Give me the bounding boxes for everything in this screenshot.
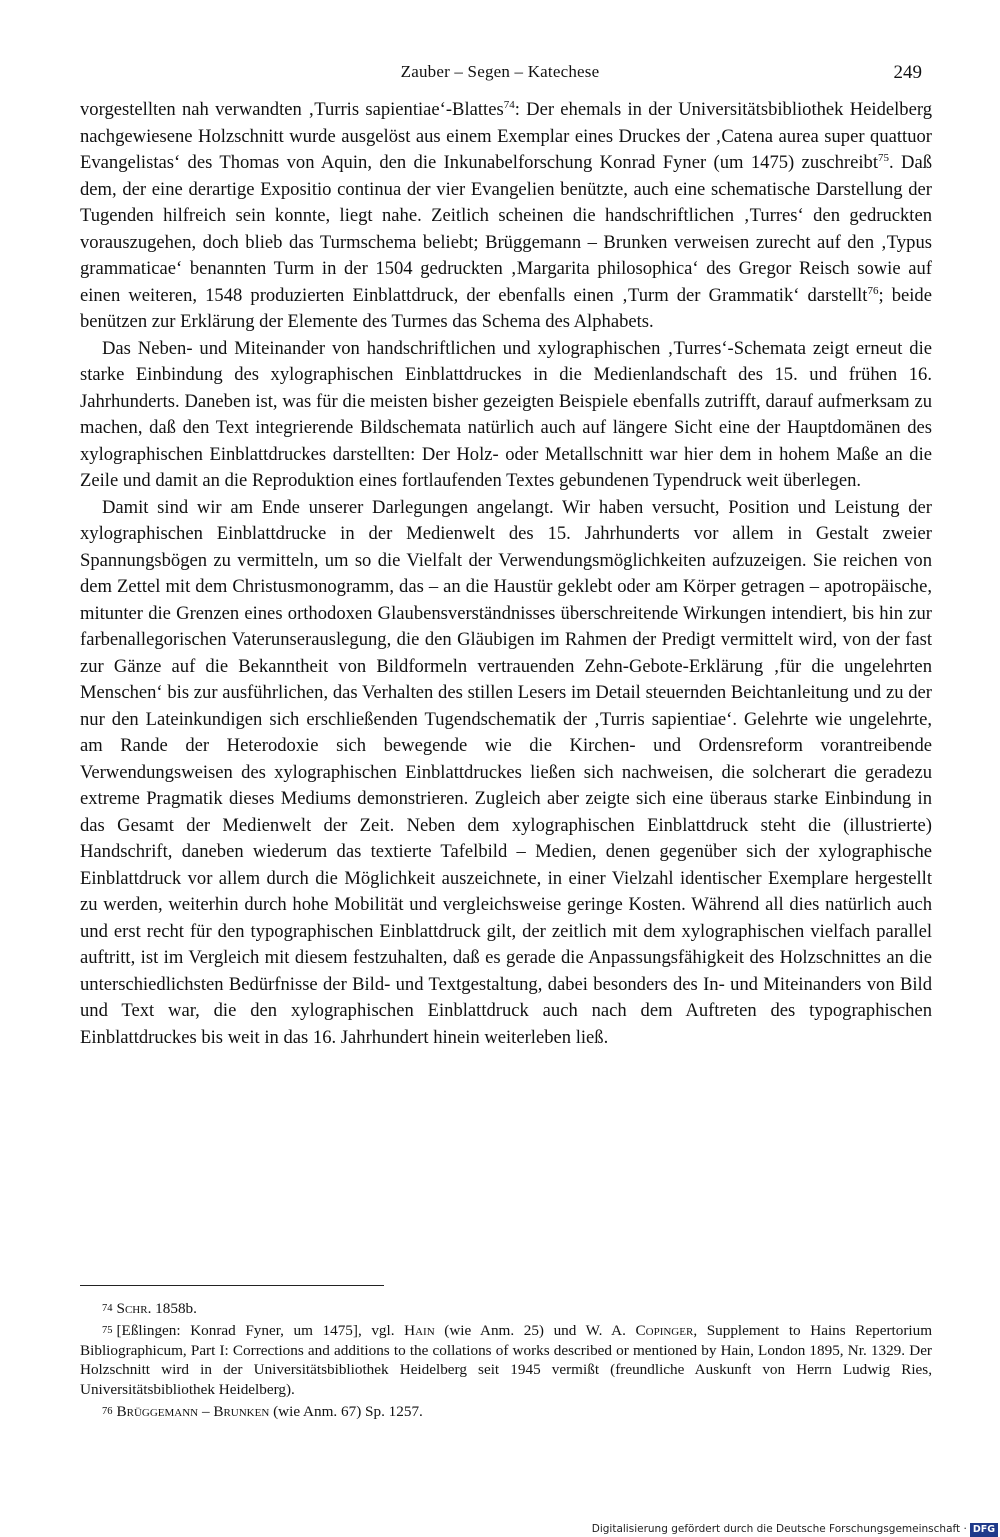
- footnote: [80, 1402, 932, 1422]
- body-text: [80, 97, 932, 1051]
- text-run: (wie Anm. 67) Sp. 1257.: [269, 1402, 423, 1420]
- small-caps-text: Brüggemann: [116, 1402, 199, 1420]
- text-run: . Daß dem, der eine derartige Expositio continua der vier Evangelien benützte, auch eine schematische Darstellung der Tugenden hilfreich sein konnte, liegt nahe. Zeitlich scheinen die handschriftlichen ‚Turres‘ den gedruckten vorauszugehen, doch blieb das Turmschema beliebt; Brüggemann – Brunken verweisen zurecht auf den ‚Typus grammaticae‘ benannten Turm in der 1504 gedruckten ‚Margarita philosophica‘ des Gregor Reisch sowie auf einen weiteren, 1548 produzierten Einblattdruck, der ebenfalls einen ‚Turm der Grammatik‘ darstellt: [80, 152, 933, 306]
- footnotes: [80, 1299, 932, 1424]
- text-run: ; beide benützen zur Erklärung der Elemente des Turmes das Schema des Alphabets.: [80, 284, 932, 332]
- footnote-number: 74: [102, 1303, 113, 1314]
- footnote-reference: 76: [867, 284, 879, 297]
- page-number: 249: [893, 62, 922, 83]
- dfg-logo: DFG: [970, 1523, 998, 1537]
- footnote-number: 75: [102, 1324, 113, 1336]
- footnote-reference: 74: [503, 99, 515, 111]
- running-title: Zauber – Segen – Katechese: [400, 62, 600, 81]
- footnote: [80, 1299, 932, 1319]
- paragraph: [80, 336, 932, 495]
- digitization-credit: [592, 1522, 1000, 1536]
- text-run: –: [198, 1402, 214, 1420]
- footnote-reference: 75: [878, 152, 890, 164]
- paragraph: [80, 495, 932, 1052]
- text-run: [Eßlingen: Konrad Fyner, um 1475], vgl.: [116, 1321, 405, 1339]
- text-run: : Der ehemals in der Universitätsbibliothek Heidelberg nachgewiesene Holzschnitt wurde ausgelöst aus einem Exemplar eines Druckes der ‚Catena aurea super quattuor Evangelistas‘ des Thomas von Aquin, den die Inkunabelforschung Konrad Fyner (um 1475) zuschreibt: [80, 99, 932, 173]
- footnote-divider: [80, 1285, 384, 1286]
- text-run: 1858b.: [151, 1300, 197, 1317]
- text-run: (wie Anm. 25) und W. A.: [434, 1321, 636, 1339]
- text-run: Damit sind wir am Ende unserer Darlegungen angelangt. Wir haben versucht, Position und Leistung der xylographischen Einblattdrucke in der Medienwelt des 15. Jahrhunderts vor allem in Gestalt zweier Spannungsbögen zu vermitteln, um so die Vielfalt der Verwendungsmöglichkeiten aufzuzeigen. Sie reichen von dem Zettel mit dem Christusmonogramm, das – an die Haustür geklebt oder am Körper getragen – apotropäische, mitunter die Grenzen eines orthodoxen Glaubensverständnisses überschreitende Wirkungen intendiert, bis hin zur farbenallegorischen Vaterunserauslegung, die den Gläubigen im Rahmen der Predigt vermittelt wird, von der fast zur Gänze auf die Bekanntheit von Bildformeln vertrauenden Zehn-Gebote-Erklärung ‚für die ungelehrten Menschen‘ bis zur ausführlichen, das Verhalten des stillen Lesers im Detail steuernden Beichtanleitung und zu der nur den Lateinkundigen sich erschließenden Tugendschematik der ‚Turris sapientiae‘. Gelehrte wie ungelehrte, am Rande der Heterodoxie sich bewegende wie die Kirchen- und Ordensreform vorantreibende Verwendungsweisen des xylographischen Einblattdruckes ließen sich nachweisen, die solcherart die geradezu extreme Pragmatik dieses Mediums demonstrieren. Zugleich aber zeigte sich eine überaus starke Einbindung in das Gesamt der Medienwelt der Zeit. Neben dem xylographischen Einblattdruck steht die (illustrierte) Handschrift, daneben wiederum das textierte Tafelbild – Medien, denen gegenüber sich der xylographische Einblattdruck vor allem durch die Möglichkeit auszeichnete, in einer Vielzahl identischer Exemplare hergestellt zu werden, weiterhin durch hohe Mobilität und vergleichsweise geringe Kosten. Während all dies natürlich auch und erst recht für den typographischen Einblattdruck gilt, der zeitlich mit dem xylographischen vielfach parallel auftritt, ist im Vergleich mit diesem festzuhalten, daß es gerade die Anpassungsfähigkeit des Holzschnittes an die unterschiedlichsten Bedürfnisse der Bild- und Textgestaltung, dabei besonders des In- und Miteinanders von Bild und Text war, die den xylographischen Einblattdruck auch nach dem Auftreten des typographischen Einblattdruckes bis weit in das 16. Jahrhundert hinein weiterleben ließ.: [80, 496, 932, 1048]
- text-run: , Supplement to Hains Repertorium Bibliographicum, Part I: Corrections and additions to the collations of works described or mentioned by Hain, London 1895, Nr. 1329. Der Holzschnitt wird in der Universitätsbibliothek Heidelberg seit 1945 vermißt (freundliche Auskunft von Herrn Ludwig Ries, Universitätsbibliothek Heidelberg).: [80, 1321, 933, 1399]
- small-caps-text: Schr.: [116, 1300, 152, 1317]
- small-caps-text: Hain: [404, 1321, 435, 1339]
- running-head: [0, 62, 1000, 90]
- footnote: [80, 1321, 932, 1400]
- text-run: Das Neben- und Miteinander von handschriftlichen und xylographischen ‚Turres‘-Schemata zeigt erneut die starke Einbindung des xylographischen Einblattdruckes in die Medienlandschaft des 15. und frühen 16. Jahrhunderts. Daneben ist, was für die meisten bisher gezeigten Beispiele ebenfalls zutrifft, darauf aufmerksam zu machen, daß den Text integrierende Bildschemata natürlich auch auf längere Sicht eine der Hauptdomänen des xylographischen Einblattdruckes darstellten: Der Holz- oder Metallschnitt war hier dem in hohem Maße an die Zeile und damit an die Reproduktion eines fortlaufenden Textes gebundenen Typendruck weit überlegen.: [80, 337, 932, 491]
- small-caps-text: Copinger: [635, 1321, 694, 1339]
- small-caps-text: Brunken: [213, 1402, 270, 1420]
- paragraph: [80, 97, 932, 336]
- footnote-number: 76: [102, 1405, 113, 1417]
- text-run: vorgestellten nah verwandten ‚Turris sapientiae‘-Blattes: [80, 99, 504, 120]
- credit-text: Digitalisierung gefördert durch die Deutsche Forschungsgemeinschaft ·: [591, 1523, 967, 1535]
